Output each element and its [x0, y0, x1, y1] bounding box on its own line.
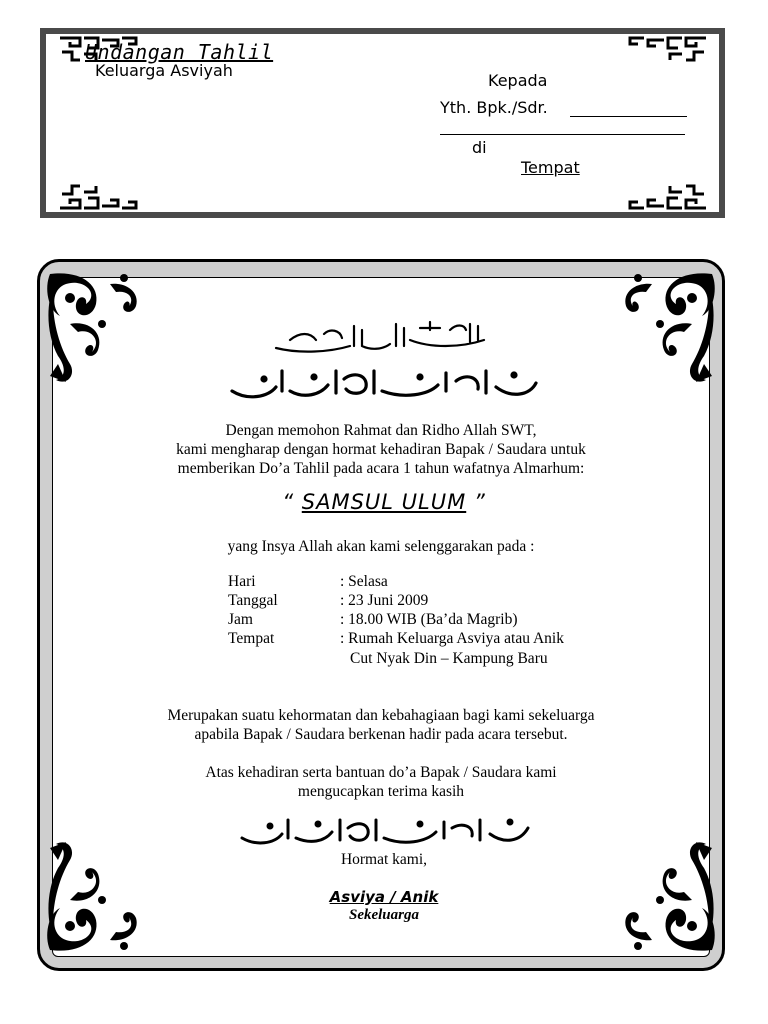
envelope-addressee: Yth. Bpk./Sdr. — [440, 98, 548, 117]
envelope-di: di — [472, 138, 487, 157]
quote-close: ” — [473, 490, 486, 514]
honor-line: Merupakan suatu kehormatan dan kebahagiaan bagi kami sekeluarga — [167, 707, 595, 724]
deceased-name: SAMSUL ULUM — [301, 490, 467, 514]
detail-label-tanggal: Tanggal — [228, 592, 278, 609]
signer-name: Asviya / Anik — [329, 888, 439, 906]
honor-paragraph — [52, 706, 710, 744]
intro-paragraph — [52, 421, 710, 478]
addressee-blank-line — [570, 116, 687, 117]
signer-sub: Sekeluarga — [348, 907, 419, 923]
detail-address-line2: Cut Nyak Din – Kampung Baru — [350, 650, 548, 667]
quote-open: “ — [282, 490, 295, 514]
envelope-ornament-top-right — [628, 34, 708, 64]
envelope-to-label: Kepada — [488, 71, 548, 90]
thanks-paragraph — [52, 763, 710, 801]
detail-label-tempat: Tempat — [228, 630, 275, 647]
floral-ornament-top-right — [612, 264, 722, 394]
closing-salam-calligraphy — [234, 814, 534, 850]
detail-value-hari: : Selasa — [340, 573, 388, 590]
address-blank-line — [440, 134, 685, 135]
bismillah-calligraphy — [270, 318, 492, 358]
intro-line: memberikan Do’a Tahlil pada acara 1 tahun wafatnya Almarhum: — [177, 460, 585, 477]
thanks-line: mengucapkan terima kasih — [297, 783, 465, 800]
envelope-tempat: Tempat — [521, 158, 580, 177]
detail-value-tempat: : Rumah Keluarga Asviya atau Anik — [340, 630, 564, 647]
closing-text: Hormat kami, — [340, 851, 428, 868]
salam-calligraphy — [224, 365, 542, 405]
envelope-family: Keluarga Asviyah — [95, 61, 233, 80]
floral-ornament-top-left — [40, 264, 150, 394]
detail-label-hari: Hari — [228, 573, 256, 590]
detail-value-tanggal: : 23 Juni 2009 — [340, 592, 429, 609]
envelope-title: Undangan Tahlil — [85, 40, 274, 64]
envelope-ornament-bottom-left — [58, 182, 138, 212]
deceased-name-line — [0, 490, 768, 514]
detail-value-jam: : 18.00 WIB (Ba’da Magrib) — [340, 611, 518, 628]
thanks-line: Atas kehadiran serta bantuan do’a Bapak / Saudara kami — [205, 764, 557, 781]
intro-line: Dengan memohon Rahmat dan Ridho Allah SWT, — [225, 422, 537, 439]
envelope-ornament-bottom-right — [628, 182, 708, 212]
honor-line: apabila Bapak / Saudara berkenan hadir pada acara tersebut. — [194, 726, 568, 743]
intro-line: kami mengharap dengan hormat kehadiran Bapak / Saudara untuk — [176, 441, 586, 458]
detail-label-jam: Jam — [228, 611, 253, 628]
schedule-intro: yang Insya Allah akan kami selenggarakan pada : — [227, 538, 535, 555]
